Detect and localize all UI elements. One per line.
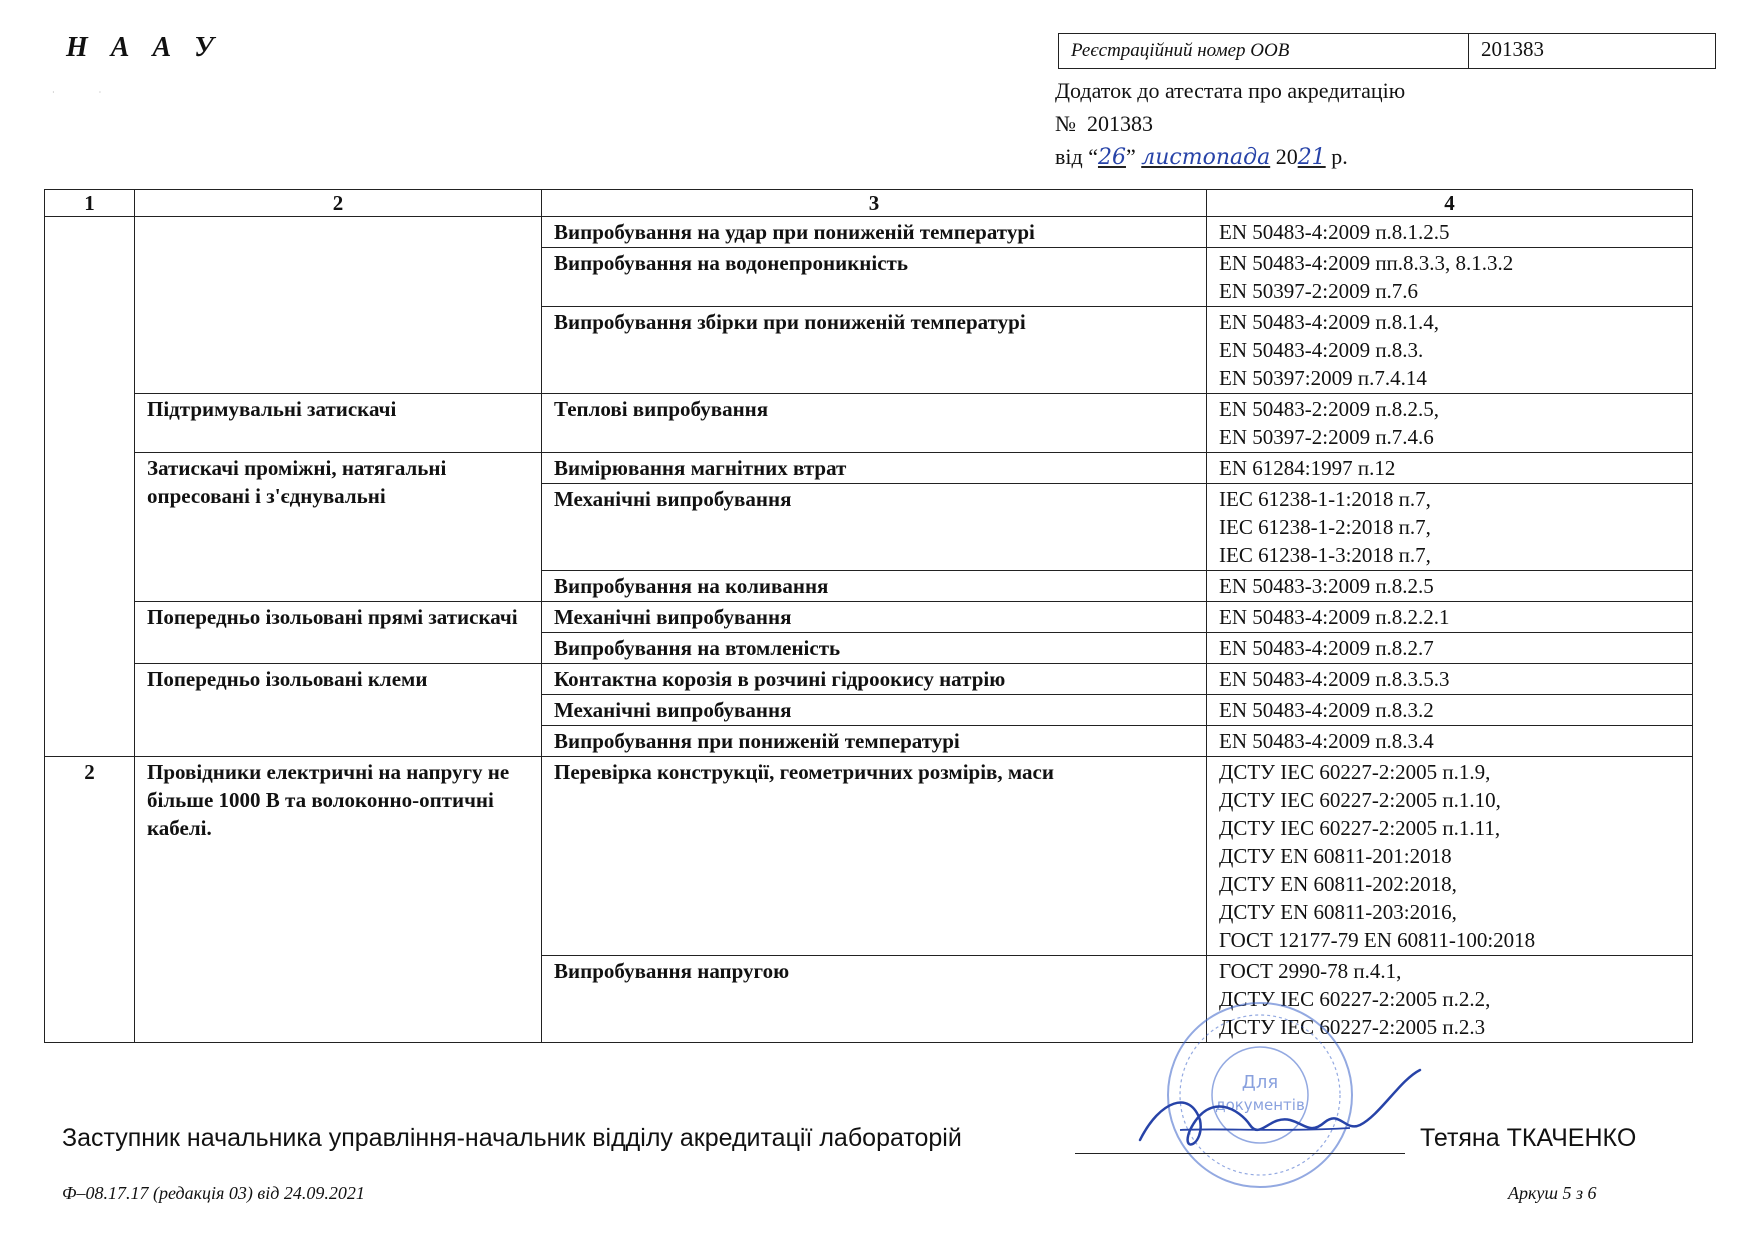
annex-date-line: [1055, 140, 1405, 174]
organization-name: Н А А У: [66, 32, 222, 63]
test-type-cell: Механічні випробування: [542, 602, 1207, 633]
test-type-cell: Теплові випробування: [542, 394, 1207, 453]
column-header: 3: [542, 190, 1207, 217]
registration-label: Реєстраційний номер ООВ: [1059, 34, 1469, 68]
standard-cell: ГОСТ 2990-78 п.4.1, ДСТУ IEC 60227-2:2005 п.2.2, ДСТУ IEC 60227-2:2005 п.2.3: [1207, 956, 1693, 1043]
table-row: [45, 394, 1693, 453]
object-cell: Підтримувальні затискачі: [135, 394, 542, 453]
sheet-number: Аркуш 5 з 6: [1508, 1183, 1597, 1203]
registration-value: 201383: [1481, 37, 1544, 61]
object-cell: Попередньо ізольовані клеми: [135, 664, 542, 757]
date-mid: ”: [1125, 144, 1136, 169]
annex-header: [1055, 74, 1405, 174]
standard-cell: EN 50483-4:2009 п.8.2.2.1: [1207, 602, 1693, 633]
annex-number: 201383: [1087, 111, 1153, 136]
object-cell: [135, 217, 542, 394]
table-header-row: [45, 190, 1693, 217]
standard-cell: EN 50483-4:2009 п.8.1.2.5: [1207, 217, 1693, 248]
table-row: [45, 453, 1693, 484]
standard-cell: IEC 61238-1-1:2018 п.7, IEC 61238-1-2:2018 п.7, IEC 61238-1-3:2018 п.7,: [1207, 484, 1693, 571]
signature-line: [1075, 1153, 1405, 1154]
test-type-cell: Механічні випробування: [542, 484, 1207, 571]
date-year-prefix: 20: [1275, 144, 1298, 169]
standard-cell: EN 50483-2:2009 п.8.2.5, EN 50397-2:2009 п.7.4.6: [1207, 394, 1693, 453]
date-suffix: р.: [1331, 144, 1348, 169]
test-type-cell: Випробування на удар при пониженій температурі: [542, 217, 1207, 248]
object-cell: Затискачі проміжні, натягальні опресовані і з'єднувальні: [135, 453, 542, 602]
row-number-cell: 2: [45, 757, 135, 1043]
date-month: листопада: [1141, 145, 1271, 170]
date-year-suffix: 21: [1297, 145, 1326, 170]
standard-cell: EN 50483-4:2009 п.8.3.2: [1207, 695, 1693, 726]
form-code: Ф–08.17.17 (редакція 03) від 24.09.2021: [62, 1183, 365, 1203]
date-prefix: від “: [1055, 144, 1098, 169]
signer-name: Тетяна ТКАЧЕНКО: [1420, 1124, 1637, 1152]
object-cell: Провідники електричні на напругу не більше 1000 В та волоконно-оптичні кабелі.: [135, 757, 542, 1043]
row-number-cell: [45, 217, 135, 757]
test-type-cell: Випробування на коливання: [542, 571, 1207, 602]
standard-cell: EN 50483-4:2009 п.8.1.4, EN 50483-4:2009 п.8.3. EN 50397:2009 п.7.4.14: [1207, 307, 1693, 394]
stamp-text: Для: [1241, 1072, 1279, 1093]
column-header: 1: [45, 190, 135, 217]
standard-cell: EN 50483-4:2009 п.8.3.4: [1207, 726, 1693, 757]
test-type-cell: Випробування при пониженій температурі: [542, 726, 1207, 757]
standard-cell: EN 61284:1997 п.12: [1207, 453, 1693, 484]
date-day: 26: [1097, 145, 1126, 170]
test-type-cell: Вимірювання магнітних втрат: [542, 453, 1207, 484]
standard-cell: EN 50483-4:2009 п.8.2.7: [1207, 633, 1693, 664]
annex-title: Додаток до атестата про акредитацію: [1055, 78, 1406, 103]
table-row: [45, 757, 1693, 956]
annex-number-line: [1055, 107, 1405, 140]
column-header: 2: [135, 190, 542, 217]
standard-cell: EN 50483-4:2009 пп.8.3.3, 8.1.3.2 EN 50397-2:2009 п.7.6: [1207, 248, 1693, 307]
table-row: [45, 664, 1693, 695]
registration-number-box: [1058, 33, 1716, 69]
standard-cell: ДСТУ IEC 60227-2:2005 п.1.9, ДСТУ IEC 60227-2:2005 п.1.10, ДСТУ IEC 60227-2:2005 п.1.11, ДСТУ EN 60811-201:2018 ДСТУ EN 60811-202:2018, ДСТУ EN 60811-203:2016, ГОСТ 12177-79 EN 60811-100:2018: [1207, 757, 1693, 956]
test-type-cell: Випробування на водонепроникність: [542, 248, 1207, 307]
test-type-cell: Механічні випробування: [542, 695, 1207, 726]
test-type-cell: Перевірка конструкції, геометричних розмірів, маси: [542, 757, 1207, 956]
table-row: [45, 602, 1693, 633]
column-header: 4: [1207, 190, 1693, 217]
number-prefix: №: [1055, 111, 1076, 136]
svg-text:документів: документів: [1215, 1096, 1305, 1114]
test-type-cell: Випробування збірки при пониженій температурі: [542, 307, 1207, 394]
test-type-cell: Контактна корозія в розчині гідроокису натрію: [542, 664, 1207, 695]
object-cell: Попередньо ізольовані прямі затискачі: [135, 602, 542, 664]
standard-cell: EN 50483-3:2009 п.8.2.5: [1207, 571, 1693, 602]
test-type-cell: Випробування на втомленість: [542, 633, 1207, 664]
scan-specks: ··: [52, 88, 146, 97]
table-row: [45, 217, 1693, 248]
standard-cell: EN 50483-4:2009 п.8.3.5.3: [1207, 664, 1693, 695]
signer-title: Заступник начальника управління-начальник відділу акредитації лабораторій: [62, 1124, 962, 1152]
accreditation-scope-table: [44, 189, 1693, 1043]
test-type-cell: Випробування напругою: [542, 956, 1207, 1043]
